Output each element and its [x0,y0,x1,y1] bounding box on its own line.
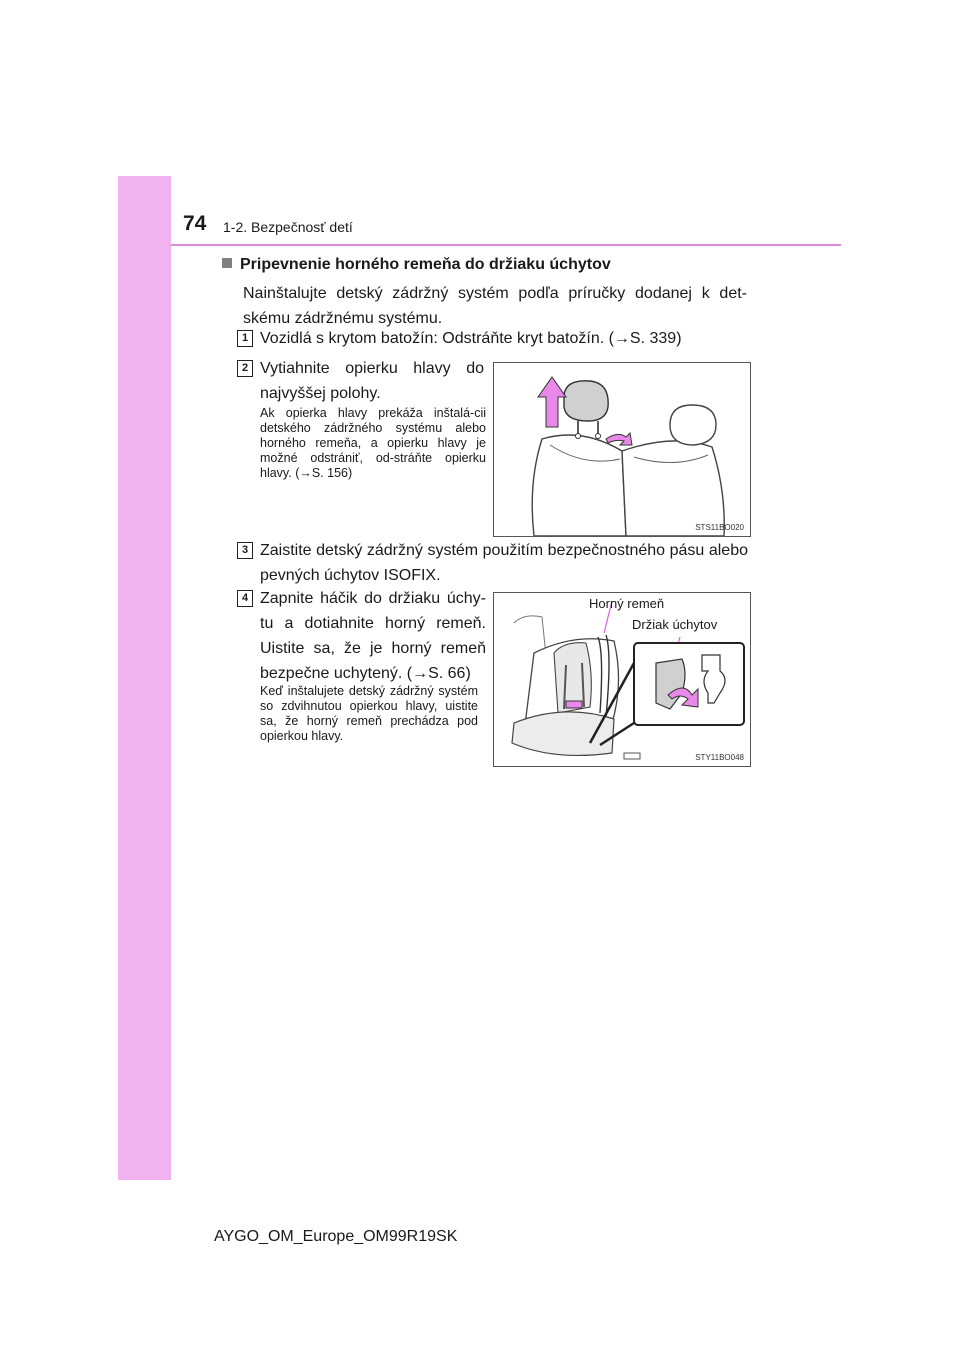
step-text-2: Vytiahnite opierku hlavy do najvyššej polohy. [260,360,484,402]
section-intro: Nainštalujte detský zádržný systém podľa príručky dodanej k det-skému zádržnému systému. [243,285,747,327]
step-note-2: Ak opierka hlavy prekáža inštalá-cii detského zádržného systému alebo horného remeňa, a opierku hlavy je možné odstrániť, od-stráňte opierku hlavy. (→S. 156) [260,406,486,480]
section-heading [222,256,611,274]
headrest-figure [493,362,751,537]
chapter-side-tab [118,176,171,1180]
headrest-illustration [494,363,750,536]
step-number-2: 2 [237,360,253,377]
step-note-4: Keď inštalujete detský zádržný systém so zdvihnutou opierkou hlavy, uistite sa, že horný remeň prechádza pod opierkou hlavy. [260,684,478,743]
chapter-title: 1-2. Bezpečnosť detí [223,219,353,235]
step-text-3: Zaistite detský zádržný systém použitím bezpečnostného pásu alebo pevných úchytov ISOFIX. [260,542,748,584]
page-number: 74 [183,212,207,235]
label-top-strap: Horný remeň [589,596,665,611]
label-anchor-bracket: Držiak úchytov [632,617,718,632]
step-number-4: 4 [237,590,253,607]
document-id: AYGO_OM_Europe_OM99R19SK [214,1228,458,1245]
square-bullet-icon [222,258,232,268]
figure-code: STY11BO048 [695,753,744,762]
figure-code: STS11BO020 [695,523,744,532]
section-title: Pripevnenie horného remeňa do držiaku úchytov [240,256,611,273]
step-number-3: 3 [237,542,253,559]
step-text-4: Zapnite háčik do držiaku úchy-tu a dotiahnite horný remeň. Uistite sa, že je horný remeň bezpečne uchytený. (→S. 66) [260,590,486,682]
header-rule [171,244,841,246]
step-text-1: Vozidlá s krytom batožín: Odstráňte kryt batožín. (→S. 339) [260,330,682,347]
tether-figure [493,592,751,767]
step-number-1: 1 [237,330,253,347]
